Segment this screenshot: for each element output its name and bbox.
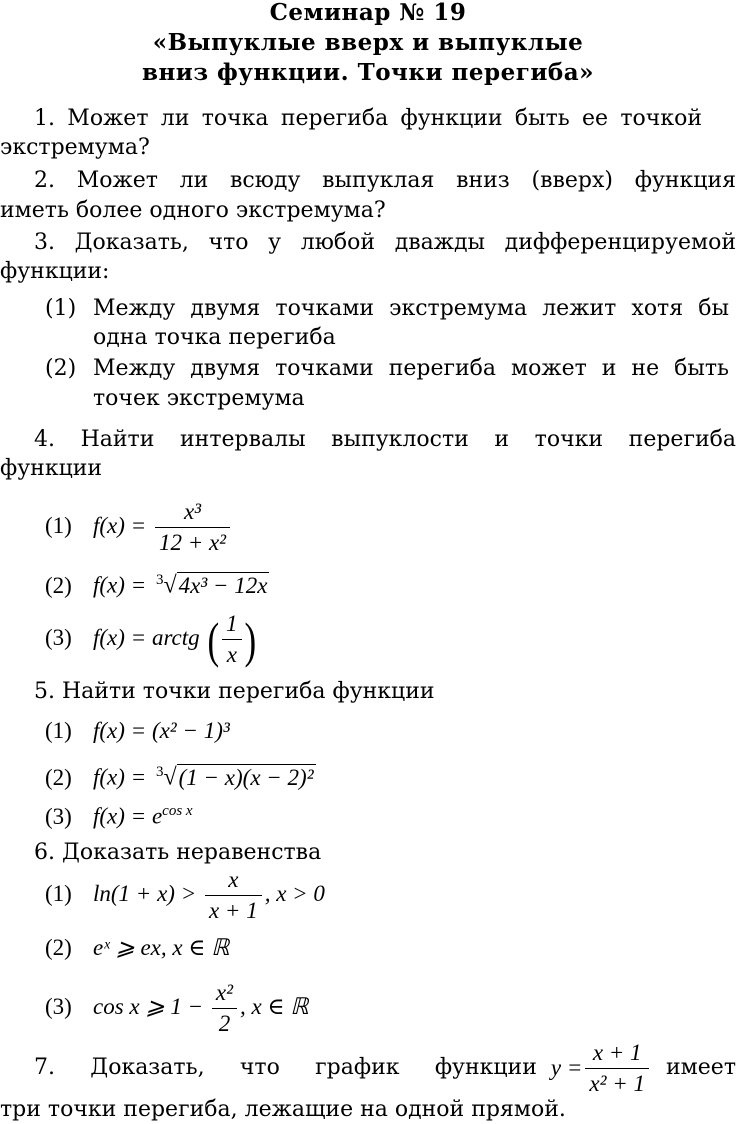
q5-item-2 [45, 758, 735, 793]
fraction [155, 497, 230, 558]
q4-item-3 [45, 606, 735, 670]
q6-item-3 [45, 975, 735, 1039]
radical-sign: √ [163, 764, 177, 791]
q6-line-1: 6. Доказать неравенства [34, 840, 322, 865]
fraction [205, 865, 262, 926]
formula-lhs: f(x) = [93, 513, 147, 538]
item-number: (1) [45, 513, 72, 538]
q6-item-1 [45, 862, 735, 926]
q7-line-1 [0, 1036, 736, 1100]
radicand: 4x³ − 12x [178, 572, 268, 598]
q5-item-1 [45, 716, 735, 745]
title-line-3: вниз функции. Точки перегиба» [141, 59, 595, 86]
root-index: 3 [155, 764, 164, 780]
fraction-numerator: x³ [183, 499, 202, 525]
q6-item-2 [45, 933, 735, 962]
formula-rhs: , x > 0 [264, 881, 325, 906]
radicand: (1 − x)(x − 2)² [178, 764, 314, 790]
q3-line-1: 3. Доказать, что у любой дважды дифференцируемой [34, 230, 736, 255]
formula-lhs: f(x) = [93, 764, 147, 790]
fraction [212, 978, 237, 1039]
q4-item-2 [45, 566, 735, 601]
fraction-denominator: 2 [212, 1008, 237, 1039]
formula-lhs: cos x ⩾ 1 − [93, 994, 204, 1019]
item-text: Между двумя точками перегиба может и не быть [93, 356, 729, 381]
formula-rhs: , x ∈ ℝ [240, 994, 309, 1019]
fraction-numerator: 1 [226, 611, 238, 637]
item-text: Между двумя точками экстремума лежит хотя бы [93, 296, 729, 321]
q7-line-2: три точки перегиба, лежащие на одной прямой. [0, 1097, 566, 1122]
fraction [585, 1038, 649, 1099]
item-number: (2) [45, 572, 72, 598]
fraction [222, 609, 242, 670]
formula: eˣ ⩾ ex, x ∈ ℝ [93, 935, 230, 960]
q4-line-2: функции [0, 456, 103, 481]
item-number: (2) [45, 356, 77, 381]
item-number: (3) [45, 803, 72, 829]
fraction-numerator: x [228, 867, 239, 893]
q7-text: 7. Доказать, что график функции [34, 1055, 537, 1080]
fraction-denominator: x + 1 [205, 895, 262, 926]
fraction-denominator: 12 + x² [155, 527, 230, 558]
q2-line-1: 2. Может ли всюду выпуклая вниз (вверх) функция [34, 168, 736, 193]
q3-item-2-cont: точек экстремума [93, 386, 305, 411]
item-number: (2) [45, 764, 72, 790]
q1-line-2: экстремума? [0, 135, 150, 160]
item-number: (1) [45, 881, 72, 906]
root-index: 3 [155, 572, 164, 588]
left-paren: ( [207, 611, 220, 668]
q3-line-2: функции: [0, 259, 110, 284]
q5-item-3 [45, 797, 735, 831]
q3-item-2 [45, 354, 735, 383]
q7-text-end: имеет [666, 1055, 736, 1080]
formula: f(x) = (x² − 1)³ [93, 718, 230, 743]
q5-line-1: 5. Найти точки перегиба функции [34, 679, 435, 704]
item-number: (2) [45, 935, 72, 960]
fraction-numerator: x + 1 [592, 1039, 642, 1065]
right-paren: ) [244, 611, 256, 668]
formula-lhs: f(x) = [93, 572, 147, 598]
formula-lhs: ln(1 + x) > [93, 881, 197, 906]
q4-item-1 [45, 494, 735, 558]
formula: f(x) = e [93, 803, 163, 829]
q3-item-1-cont: одна точка перегиба [93, 325, 336, 350]
q4-line-1: 4. Найти интервалы выпуклости и точки перегиба [34, 427, 736, 452]
item-number: (1) [45, 296, 77, 321]
formula-lhs: y = [550, 1055, 583, 1080]
q3-item-1 [45, 294, 735, 323]
exponent: cos x [162, 803, 193, 819]
q2-line-2: иметь более одного экстремума? [0, 198, 386, 223]
q1-line-1: 1. Может ли точка перегиба функции быть ее точкой [34, 106, 702, 131]
title-line-1: Семинар № 19 [269, 0, 467, 26]
fraction-denominator: x [222, 639, 242, 670]
radical-sign: √ [163, 572, 177, 599]
fraction-denominator: x² + 1 [585, 1068, 649, 1099]
item-number: (3) [45, 625, 72, 650]
fraction-numerator: x² [215, 980, 234, 1006]
item-number: (3) [45, 994, 72, 1019]
item-number: (1) [45, 718, 72, 743]
title-line-2: «Выпуклые вверх и выпуклые [152, 29, 584, 56]
formula-lhs: f(x) = arctg [93, 625, 200, 650]
